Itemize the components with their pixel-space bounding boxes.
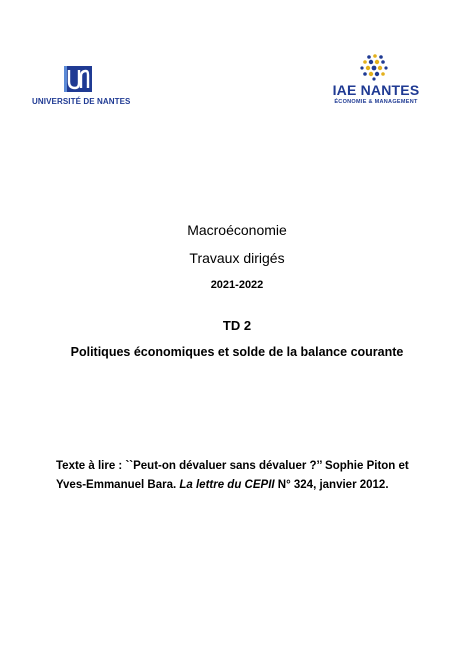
- td-title: Politiques économiques et solde de la balance courante: [70, 345, 404, 359]
- course-subtitle: Travaux dirigés: [189, 250, 285, 266]
- universite-logo-caption: UNIVERSITÉ DE NANTES: [32, 97, 131, 106]
- universite-de-nantes-logo: [32, 63, 131, 111]
- reading-issue-info: N° 324, janvier 2012.: [274, 479, 389, 491]
- reading-line-1: Texte à lire : ``Peut-on dévaluer sans dévaluer ?’’ Sophie Piton et: [56, 460, 409, 472]
- course-year: 2021-2022: [210, 279, 264, 291]
- reading-authors-end: Yves-Emmanuel Bara.: [56, 479, 180, 491]
- iae-logo-name: IAE NANTES: [332, 82, 420, 98]
- course-title: Macroéconomie: [187, 222, 287, 238]
- universite-logo-mark: [57, 63, 99, 95]
- reading-line-2: [56, 476, 436, 495]
- universite-monogram-icon: [57, 63, 99, 95]
- reading-assignment: [56, 457, 436, 495]
- reading-journal-title: La lettre du CEPII: [179, 479, 275, 491]
- iae-logo-subtitle: ÉCONOMIE & MANAGEMENT: [334, 99, 418, 105]
- iae-dots-emblem-icon: [357, 54, 393, 82]
- td-number: TD 2: [222, 318, 252, 333]
- iae-nantes-logo: [326, 54, 426, 104]
